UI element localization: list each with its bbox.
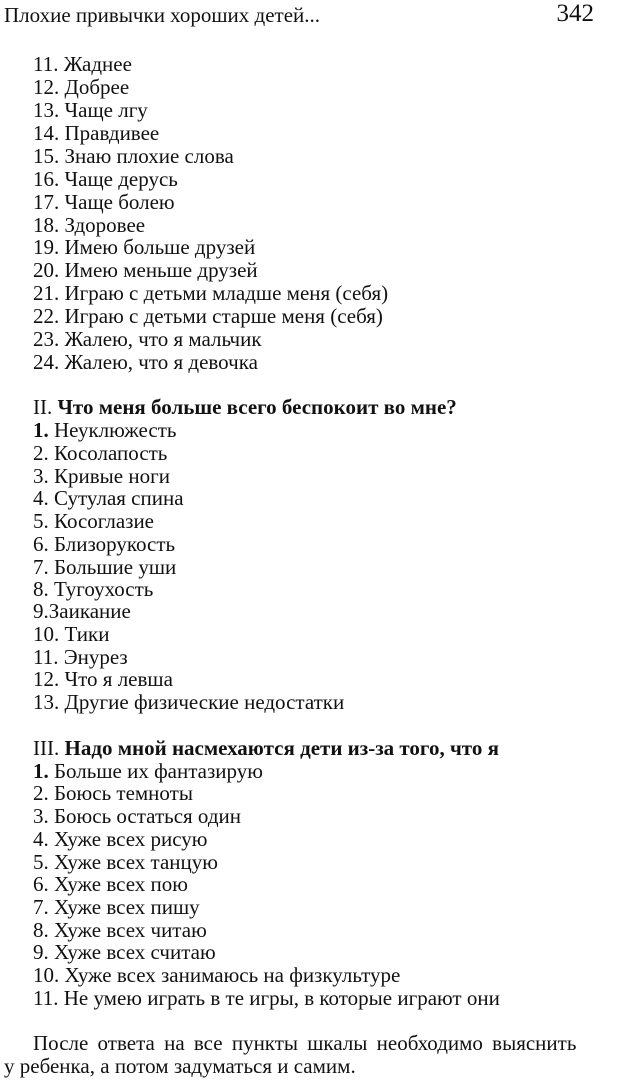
list-item: 5. Хуже всех танцую — [33, 850, 218, 874]
list-item: 17. Чаще болею — [33, 190, 175, 214]
list-item: 5. Косоглазие — [33, 509, 155, 533]
list-item: 11. Жаднее — [33, 52, 132, 76]
list-item: 10. Тики — [33, 622, 110, 646]
list-item: 2. Боюсь темноты — [33, 781, 193, 805]
list-item: 12. Добрее — [33, 75, 130, 99]
list-item: 13. Другие физические недостатки — [33, 690, 345, 714]
item-text: Неуклюжесть — [54, 418, 177, 442]
item-text: Больше их фантазирую — [54, 759, 263, 783]
list-item: 19. Имею больше друзей — [33, 235, 256, 259]
list-item: 24. Жалею, что я девочка — [33, 350, 258, 374]
list-item: 14. Правдивее — [33, 121, 160, 145]
list-item: 9.Заикание — [33, 599, 131, 623]
section-numeral: II. — [33, 395, 53, 419]
list-item: 22. Играю с детьми старше меня (себя) — [33, 304, 383, 328]
section-heading — [33, 396, 457, 419]
list-item — [33, 760, 263, 783]
page-number: 342 — [556, 0, 594, 27]
list-item: 4. Сутулая спина — [33, 486, 184, 510]
item-number: 1. — [33, 759, 49, 783]
list-item: 11. Не умею играть в те игры, в которые играют они — [33, 986, 500, 1010]
closing-paragraph-line-2: у ребенка, а потом задуматься и самим. — [4, 1054, 356, 1078]
section-numeral: III. — [33, 736, 60, 760]
list-item: 13. Чаще лгу — [33, 98, 148, 122]
section-heading-text: Надо мной насмехаются дети из-за того, что я — [64, 736, 499, 760]
list-item: 8. Тугоухость — [33, 577, 154, 601]
list-item: 16. Чаще дерусь — [33, 167, 178, 191]
list-item: 2. Косолапость — [33, 441, 168, 465]
list-item: 8. Хуже всех читаю — [33, 918, 207, 942]
list-item: 3. Кривые ноги — [33, 464, 170, 488]
section-heading-text: Что меня больше всего беспокоит во мне? — [57, 395, 457, 419]
list-item: 9. Хуже всех считаю — [33, 940, 216, 964]
list-item: 3. Боюсь остаться один — [33, 804, 241, 828]
list-item: 21. Играю с детьми младше меня (себя) — [33, 281, 389, 305]
list-item: 12. Что я левша — [33, 667, 173, 691]
list-item: 6. Близорукость — [33, 532, 176, 556]
list-item — [33, 419, 176, 442]
closing-paragraph-line-1: После ответа на все пункты шкалы необходимо выяснить — [33, 1031, 577, 1055]
list-item: 18. Здоровее — [33, 213, 146, 237]
list-item: 4. Хуже всех рисую — [33, 827, 208, 851]
list-item: 11. Энурез — [33, 645, 128, 669]
list-item: 20. Имею меньше друзей — [33, 258, 258, 282]
list-item: 7. Хуже всех пишу — [33, 895, 200, 919]
list-item: 6. Хуже всех пою — [33, 872, 188, 896]
list-item: 7. Большие уши — [33, 555, 177, 579]
running-title: Плохие привычки хороших детей... — [4, 3, 321, 27]
list-item: 23. Жалею, что я мальчик — [33, 327, 262, 351]
item-number: 1. — [33, 418, 49, 442]
list-item: 10. Хуже всех занимаюсь на физкультуре — [33, 963, 401, 987]
section-heading — [33, 737, 499, 760]
list-item: 15. Знаю плохие слова — [33, 144, 234, 168]
